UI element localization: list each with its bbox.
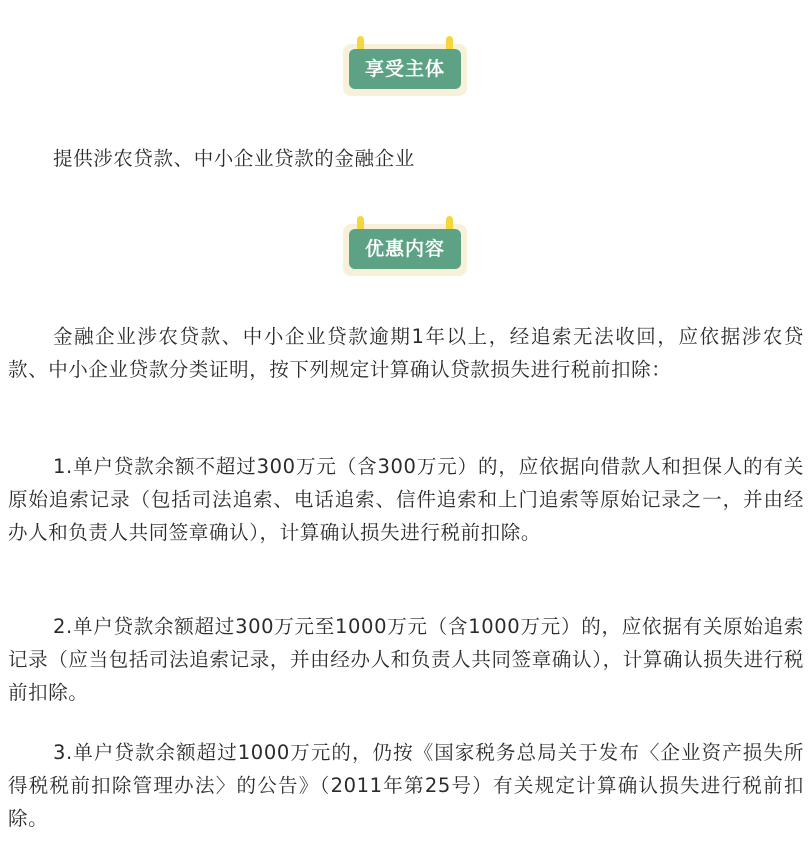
paragraph: 2.单户贷款余额超过300万元至1000万元（含1000万元）的，应依据有关原始追索记录（应当包括司法追索记录，并由经办人和负责人共同签章确认），计算确认损失进行税前扣除。 <box>8 615 804 704</box>
section-heading: 享受主体 <box>349 49 461 89</box>
paragraph: 1.单户贷款余额不超过300万元（含300万元）的，应依据向借款人和担保人的有关原始追索记录（包括司法追索、电话追索、信件追索和上门追索等原始记录之一，并由经办人和负责人共同签章确认），计算确认损失进行税前扣除。 <box>8 455 804 544</box>
section-heading-badge <box>343 216 467 276</box>
paragraph: 3.单户贷款余额超过1000万元的，仍按《国家税务总局关于发布〈企业资产损失所得税税前扣除管理办法〉的公告》（2011年第25号）有关规定计算确认损失进行税前扣除。 <box>8 741 804 830</box>
paragraph: 提供涉农贷款、中小企业贷款的金融企业 <box>53 147 415 170</box>
section-heading-badge <box>343 36 467 96</box>
section-heading: 优惠内容 <box>349 229 461 269</box>
paragraph: 金融企业涉农贷款、中小企业贷款逾期1年以上，经追索无法收回，应依据涉农贷款、中小企业贷款分类证明，按下列规定计算确认贷款损失进行税前扣除： <box>8 325 804 381</box>
